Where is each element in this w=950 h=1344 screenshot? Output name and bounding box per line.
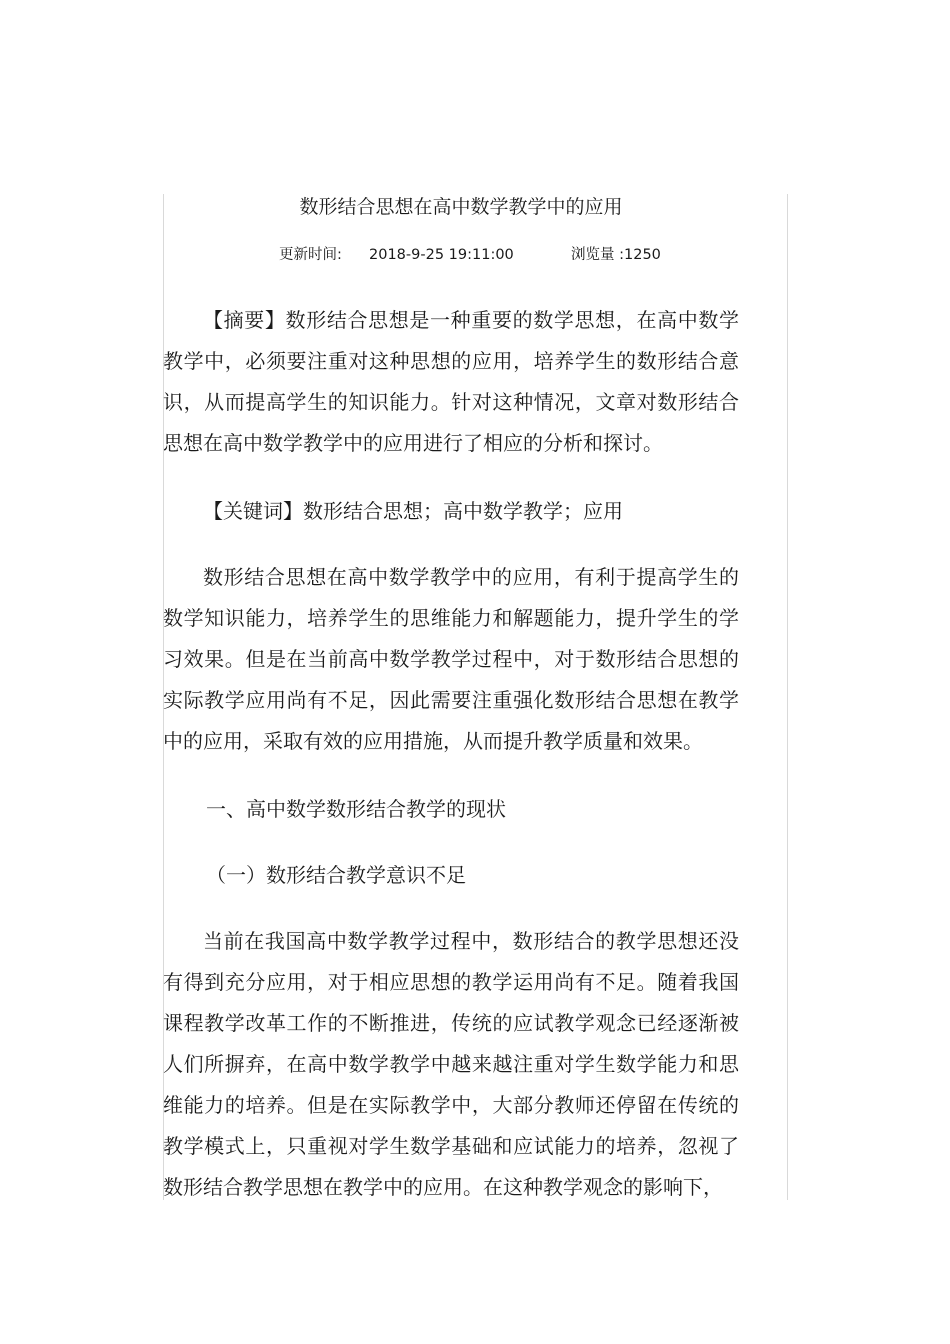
intro-paragraph: 数形结合思想在高中数学教学中的应用，有利于提高学生的数学知识能力，培养学生的思维能力和解题能力，提升学生的学习效果。但是在当前高中数学教学过程中，对于数形结合思想的实际教学应用尚有不足，因此需要注重强化数形结合思想在教学中的应用，采取有效的应用措施，从而提升教学质量和效果。 xyxy=(163,565,739,753)
section-heading: 一、高中数学数形结合教学的现状 xyxy=(206,797,506,821)
article-title: 数形结合思想在高中数学教学中的应用 xyxy=(299,196,623,218)
subsection-heading: （一）数形结合教学意识不足 xyxy=(206,863,466,887)
right-page-rule xyxy=(787,194,788,1200)
view-count: 浏览量 :1250 xyxy=(571,247,661,263)
abstract-paragraph: 【摘要】数形结合思想是一种重要的数学思想，在高中数学教学中，必须要注重对这种思想的应用，培养学生的数形结合意识，从而提高学生的知识能力。针对这种情况，文章对数形结合思想在高中数学教学中的应用进行了相应的分析和探讨。 xyxy=(163,308,739,455)
section-body-paragraph: 当前在我国高中数学教学过程中，数形结合的教学思想还没有得到充分应用，对于相应思想的教学运用尚有不足。随着我国课程教学改革工作的不断推进，传统的应试教学观念已经逐渐被人们所摒弃，在高中数学教学中越来越注重对学生数学能力和思维能力的培养。但是在实际教学中，大部分教师还停留在传统的教学模式上，只重视对学生数学基础和应试能力的培养，忽视了数形结合教学思想在教学中的应用。在这种教学观念的影响下， xyxy=(163,929,739,1199)
update-time-value: 2018-9-25 19:11:00 xyxy=(369,247,514,263)
keywords-paragraph: 【关键词】数形结合思想；高中数学教学；应用 xyxy=(203,499,623,523)
update-time-label: 更新时间: xyxy=(279,247,342,263)
